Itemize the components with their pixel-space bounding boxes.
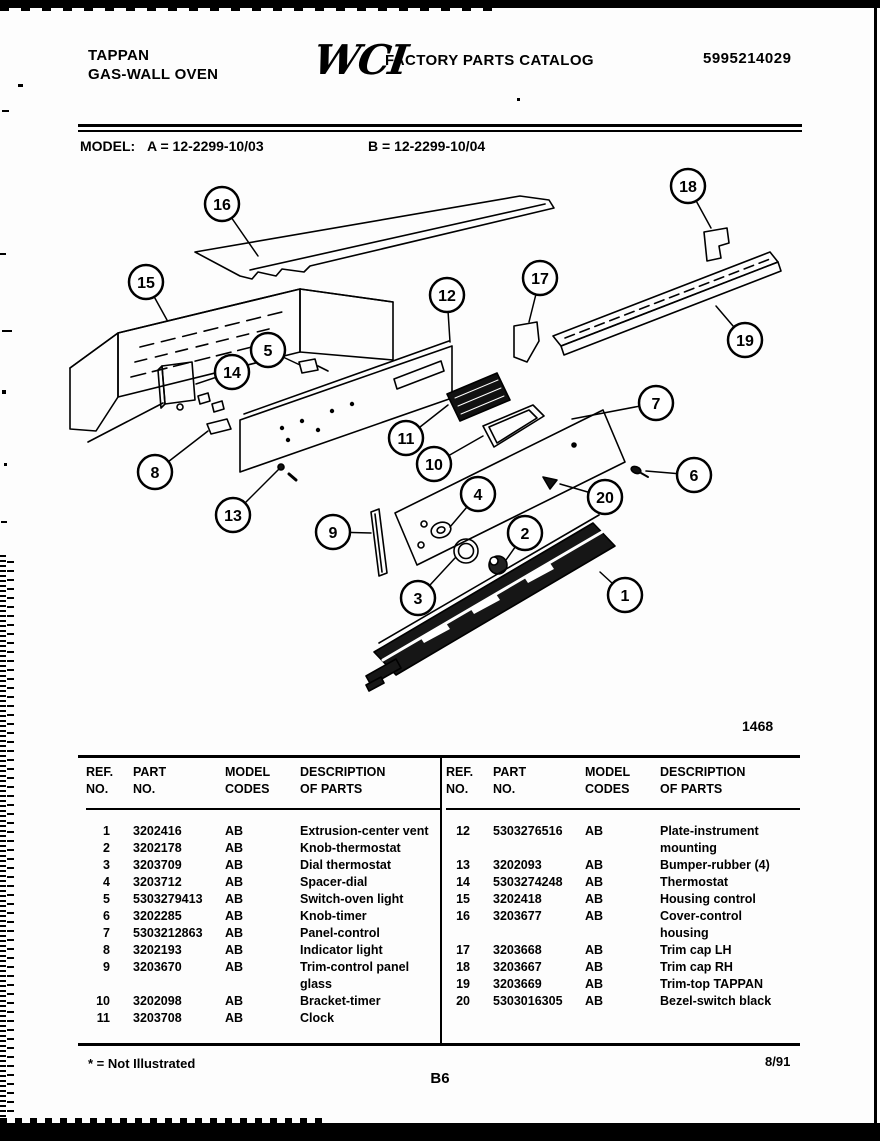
callout-10 [417,447,451,481]
svg-text:10: 10 [425,457,443,474]
col-header-part: PART NO. [493,765,527,796]
svg-text:12: 12 [438,288,456,305]
table-row: 3 3203709 AB Dial thermostat [103,858,391,872]
parts-table-left [78,758,440,1043]
callout-7 [639,386,673,420]
svg-text:9: 9 [328,525,338,542]
callout-2 [508,516,542,550]
svg-text:8: 8 [150,465,160,482]
callout-4 [461,477,495,511]
brand-line1: TAPPAN [88,47,150,64]
svg-text:17: 17 [531,271,549,288]
brand-line2: GAS-WALL OVEN [88,66,219,83]
model-label: MODEL: [80,138,136,154]
table-header [446,758,800,810]
table-row: 7 5303212863 AB Panel-control [103,926,380,940]
parts-table-right [440,758,800,1043]
table-row: 11 3203708 AB Clock [96,1011,335,1025]
part-indicator-light [207,419,231,434]
page-number: B6 [430,1070,450,1087]
part-trim-cap-rh [704,228,729,261]
catalog-title: FACTORY PARTS CATALOG [385,52,594,69]
table-row: 9 3203670 AB Trim-control panel glass [103,960,410,991]
part-bezel-switch [543,477,557,489]
svg-text:5: 5 [263,343,273,360]
table-row: 1 3202416 AB Extrusion-center vent [103,824,429,838]
svg-text:4: 4 [473,487,483,504]
table-row: 5 5303279413 AB Switch-oven light [103,892,404,906]
part-dial-thermostat [454,539,478,563]
callout-13 [216,498,250,532]
table-row: 13 3202093 AB Bumper-rubber (4) [456,858,770,872]
part-knob-thermostat [489,556,507,574]
col-header-desc: DESCRIPTION OF PARTS [300,765,386,796]
table-row: 4 3203712 AB Spacer-dial [103,875,368,889]
wci-logo: WCI [310,36,410,84]
model-a: A = 12-2299-10/03 [147,138,264,154]
part-thermostat [88,362,224,442]
publication-number: 5995214029 [703,50,792,67]
svg-text:6: 6 [689,468,699,485]
callout-12 [430,278,464,312]
svg-text:2: 2 [520,526,530,543]
part-trim-glass [371,509,387,576]
callout-6 [677,458,711,492]
part-trim-cap-lh [514,322,539,362]
col-header-part: PART NO. [133,765,167,796]
table-row: 6 3202285 AB Knob-timer [103,909,367,923]
svg-text:3: 3 [413,591,423,608]
table-row: 20 5303016305 AB Bezel-switch black [456,994,772,1008]
table-row: 10 3202098 AB Bracket-timer [96,994,381,1008]
table-row: 15 3202418 AB Housing control [456,892,756,906]
callout-9 [316,515,350,549]
col-header-codes: MODEL CODES [225,765,271,796]
table-rows-right [446,810,800,1010]
callout-11 [389,421,423,455]
table-row: 18 3203667 AB Trim cap RH [456,960,733,974]
col-header-desc: DESCRIPTION OF PARTS [660,765,746,796]
table-row: 17 3203668 AB Trim cap LH [456,943,732,957]
svg-text:1: 1 [620,588,630,605]
table-row: 14 5303274248 AB Thermostat [456,875,729,889]
callout-20 [588,480,622,514]
svg-text:18: 18 [679,179,697,196]
callout-14 [215,355,249,389]
callout-16 [205,187,239,221]
svg-text:14: 14 [223,365,241,382]
part-bumper-rubber [278,464,296,480]
not-illustrated-note: * = Not Illustrated [88,1056,196,1071]
callout-15 [129,265,163,299]
table-row: 8 3202193 AB Indicator light [103,943,383,957]
col-header-ref: REF. NO. [446,765,474,796]
callout-18 [671,169,705,203]
callout-19 [728,323,762,357]
svg-text:16: 16 [213,197,231,214]
part-clock [447,373,510,421]
part-bracket-timer [483,405,544,447]
table-row: 2 3202178 AB Knob-thermostat [103,841,401,855]
table-rows-left [86,810,440,1027]
scan-bottom-bar [0,1123,880,1141]
part-spacer-dial [429,520,453,540]
col-header-codes: MODEL CODES [585,765,631,796]
svg-text:11: 11 [397,431,415,448]
callout-8 [138,455,172,489]
callout-5 [251,333,285,367]
table-row: 19 3203669 AB Trim-top TAPPAN [456,977,764,991]
table-header [86,758,440,810]
svg-text:13: 13 [224,508,242,525]
date-code: 8/91 [765,1054,791,1069]
part-top-panel [195,196,554,279]
col-header-ref: REF. NO. [86,765,114,796]
svg-text:19: 19 [736,333,754,350]
part-switch-oven-light [299,359,328,373]
svg-text:7: 7 [651,396,661,413]
figure-number: 1468 [742,718,774,734]
svg-text:20: 20 [596,490,614,507]
table-row: 12 5303276516 AB Plate-instrument mounting [456,824,759,855]
model-b: B = 12-2299-10/04 [368,138,486,154]
table-row: 16 3203677 AB Cover-control housing [456,909,742,940]
parts-table [78,755,800,1046]
callout-17 [523,261,557,295]
callouts [129,169,762,615]
svg-text:15: 15 [137,275,155,292]
callout-1 [608,578,642,612]
callout-3 [401,581,435,615]
